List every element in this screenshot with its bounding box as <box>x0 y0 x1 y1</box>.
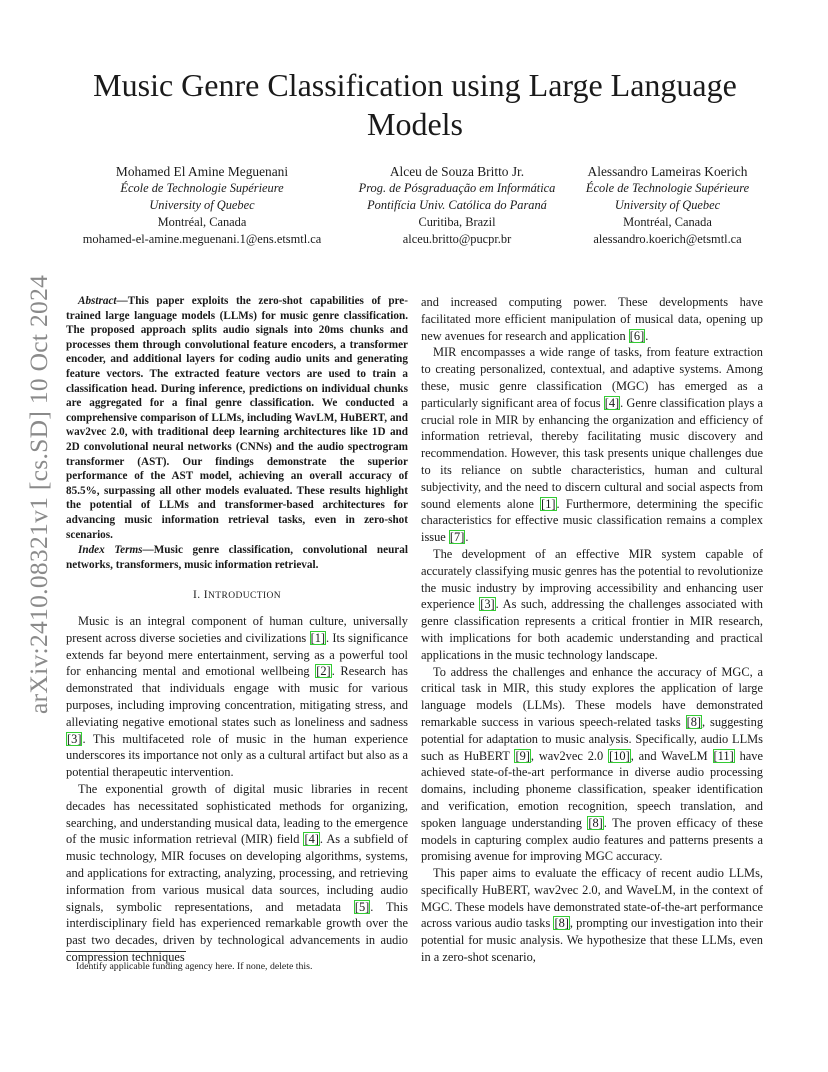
paragraph-text: , wav2vec 2.0 <box>530 748 609 763</box>
paragraph-text: Music is an integral component of human culture, universally present across diverse societies and civilizations <box>66 614 408 645</box>
index-terms <box>66 543 408 572</box>
author-location: Curitiba, Brazil <box>418 215 496 229</box>
author-email: alessandro.koerich@etsmtl.ca <box>593 232 742 246</box>
paragraph-text: and increased computing power. These developments have facilitated more efficient manipulation of musical data, opening up new avenues for research and application <box>421 295 763 343</box>
paragraph-text: . As such, addressing the challenges associated with genre classification represents a critical frontier in MIR research, with implications for both academic understanding and practical applications in the music technology landscape. <box>421 597 763 662</box>
author-affiliation: University of Quebec <box>614 198 721 212</box>
paragraph-text: , and WaveLM <box>630 748 713 763</box>
paragraph-text: . Genre classification plays a crucial role in MIR by enhancing the organization and efficiency of information retrieval, thereby facilitating music discovery and recommendation. However, this task presents unique challenges due to its reliance on subtle characteristics, human and cultural subjectivity, and the need to discern cultural and social aspects from sound elements alone <box>421 395 763 511</box>
author-affiliation: École de Technologie Supérieure <box>120 181 284 195</box>
author-location: Montréal, Canada <box>157 215 247 229</box>
paragraph <box>421 664 763 866</box>
paragraph-text: , suggesting potential for adaptation to music analysis. Specifically, audio LLMs such as HuBERT <box>421 714 764 763</box>
citation-link[interactable]: [6] <box>629 328 645 343</box>
author-name: Mohamed El Amine Meguenani <box>115 164 289 179</box>
abstract-label: Abstract <box>78 295 117 307</box>
arxiv-stamp: arXiv:2410.08321v1 [cs.SD] 10 Oct 2024 <box>24 274 53 714</box>
author-1 <box>63 163 341 248</box>
paragraph-text: MIR encompasses a wide range of tasks, from feature extraction to creating personalized, contextual, and adaptive systems. Among these, music genre classification (MGC) has emerged as a particularly significant area of focus <box>421 345 763 410</box>
paragraph-text: . Furthermore, determining the specific characteristics for effective music classification remains a complex issue <box>421 496 763 545</box>
paragraph-text: . <box>645 328 649 343</box>
paragraph-text: . This multifaceted role of music in the human experience underscores its importance not only as a cultural artifact but also as a potential therapeutic intervention. <box>66 731 409 780</box>
citation-link[interactable]: [8] <box>686 714 702 729</box>
author-email: alceu.britto@pucpr.br <box>402 232 512 246</box>
left-column <box>66 294 408 966</box>
abstract <box>66 294 408 542</box>
citation-link[interactable]: [3] <box>67 731 82 746</box>
author-affiliation: University of Quebec <box>149 198 255 212</box>
paragraph <box>421 546 763 664</box>
citation-link[interactable]: [8] <box>588 815 603 830</box>
paragraph <box>421 344 763 546</box>
index-terms-text: —Music genre classification, convolutional neural networks, transformers, music information retrieval. <box>66 544 408 571</box>
citation-link[interactable]: [11] <box>713 748 734 763</box>
author-affiliation: Pontifícia Univ. Católica do Paraná <box>367 198 547 212</box>
citation-link[interactable]: [1] <box>310 630 326 645</box>
paragraph-text: The development of an effective MIR system capable of accurately classifying music genres has the potential to revolutionize the music industry by improving accessibility and enhancing user experience <box>421 546 763 612</box>
paragraph <box>421 865 763 966</box>
paragraph-text: have achieved state-of-the-art performance in diverse audio processing domains, including phoneme classification, speaker identification and verification, emotion recognition, speech translation, and spoken language understanding <box>421 748 763 830</box>
author-location: Montréal, Canada <box>623 215 712 229</box>
citation-link[interactable]: [1] <box>541 496 556 511</box>
paragraph-text: To address the challenges and enhance the accuracy of MGC, a critical task in MIR, this study explores the application of large language models (LLMs). These models have demonstrated remarkable success in various speech-related tasks <box>421 664 763 729</box>
author-email: mohamed-el-amine.meguenani.1@ens.etsmtl.ca <box>82 232 322 246</box>
citation-link[interactable]: [8] <box>554 916 569 931</box>
paragraph-text: . As a subfield of music technology, MIR focuses on developing algorithms, systems, and applications for extracting, analyzing, processing, and retrieving information from various musical data sources, including audio signals, symbolic representations, and metadata <box>66 832 408 914</box>
footnote-rule <box>66 951 186 952</box>
paragraph-text: . <box>465 530 469 545</box>
abstract-text: —This paper exploits the zero-shot capabilities of pre-trained large language models (LLMs) for music genre classification. The proposed approach splits audio signals into 20ms chunks and processes them through convolutional feature encoders, a transformer encoder, and additional layers for coding audio units and generating feature vectors. The extracted feature vectors are used to train a classification head. During inference, predictions on individual chunks are aggregated for a final genre classification. We conducted a comprehensive comparison of LLMs, including WavLM, HuBERT, and wav2vec 2.0, with traditional deep learning architectures like 1D and 2D convolutional neural networks (CNNs) and the audio spectrogram transformer (AST). Our findings demonstrate the superior performance of the AST model, achieving an overall accuracy of 85.5%, surpassing all other models evaluated. These results highlight the potential of LLMs and transformer-based architectures for advancing music information retrieval tasks, even in zero-shot scenarios. <box>66 295 408 541</box>
paragraph <box>421 294 763 344</box>
paragraph-text: , prompting our investigation into their potential for music analysis. We hypothesize that these LLMs, even in a zero-shot scenario, <box>421 916 763 965</box>
citation-link[interactable]: [10] <box>609 748 630 763</box>
right-column <box>421 294 763 966</box>
section-heading: I. INTRODUCTION <box>192 589 282 602</box>
author-name: Alessandro Lameiras Koerich <box>587 164 748 179</box>
paragraph-text: . This interdisciplinary field has experienced remarkable growth over the past two decades, driven by technological advancements in audio compression techniques <box>66 899 408 965</box>
citation-link[interactable]: [4] <box>604 395 620 410</box>
index-terms-label: Index Terms <box>78 544 143 557</box>
paragraph <box>66 613 408 781</box>
author-3 <box>570 163 765 248</box>
author-affiliation: Prog. de Pósgraduação em Informática <box>358 181 556 195</box>
author-name: Alceu de Souza Britto Jr. <box>389 164 525 179</box>
paragraph-text: . The proven efficacy of these models in capturing complex audio features and patterns presents a promising avenue for improving MGC accuracy. <box>421 815 763 864</box>
paragraph-text: This paper aims to evaluate the efficacy of recent audio LLMs, specifically HuBERT, wav2vec 2.0, and WaveLM, in the context of MGC. These models have demonstrated state-of-the-art performance across various audio tasks <box>421 866 763 931</box>
paper-title: Music Genre Classification using Large Language Models <box>93 67 737 142</box>
footnote: Identify applicable funding agency here. If none, delete this. <box>76 961 313 972</box>
citation-link[interactable]: [7] <box>449 530 465 545</box>
citation-link[interactable]: [4] <box>304 832 319 847</box>
author-affiliation: École de Technologie Supérieure <box>585 181 750 195</box>
citation-link[interactable]: [2] <box>316 664 331 679</box>
author-2 <box>342 163 572 248</box>
paragraph-text: The exponential growth of digital music libraries in recent decades has necessitated sophisticated methods for organizing, searching, and understanding musical data, leading to the emergence of the music information retrieval (MIR) field <box>66 782 408 847</box>
author-block <box>60 163 780 253</box>
paragraph <box>66 781 408 966</box>
citation-link[interactable]: [5] <box>354 899 370 914</box>
citation-link[interactable]: [3] <box>480 597 495 612</box>
paragraph-text: . Its significance extends far beyond mere entertainment, serving as a powerful tool for enhancing mental and emotional wellbeing <box>66 630 409 679</box>
paragraph-text: . Research has demonstrated that individuals engage with music for various purposes, including improving concentration, mitigating stress, and alleviating negative emotional states such as loneliness and sadness <box>66 664 408 729</box>
citation-link[interactable]: [9] <box>515 748 530 763</box>
